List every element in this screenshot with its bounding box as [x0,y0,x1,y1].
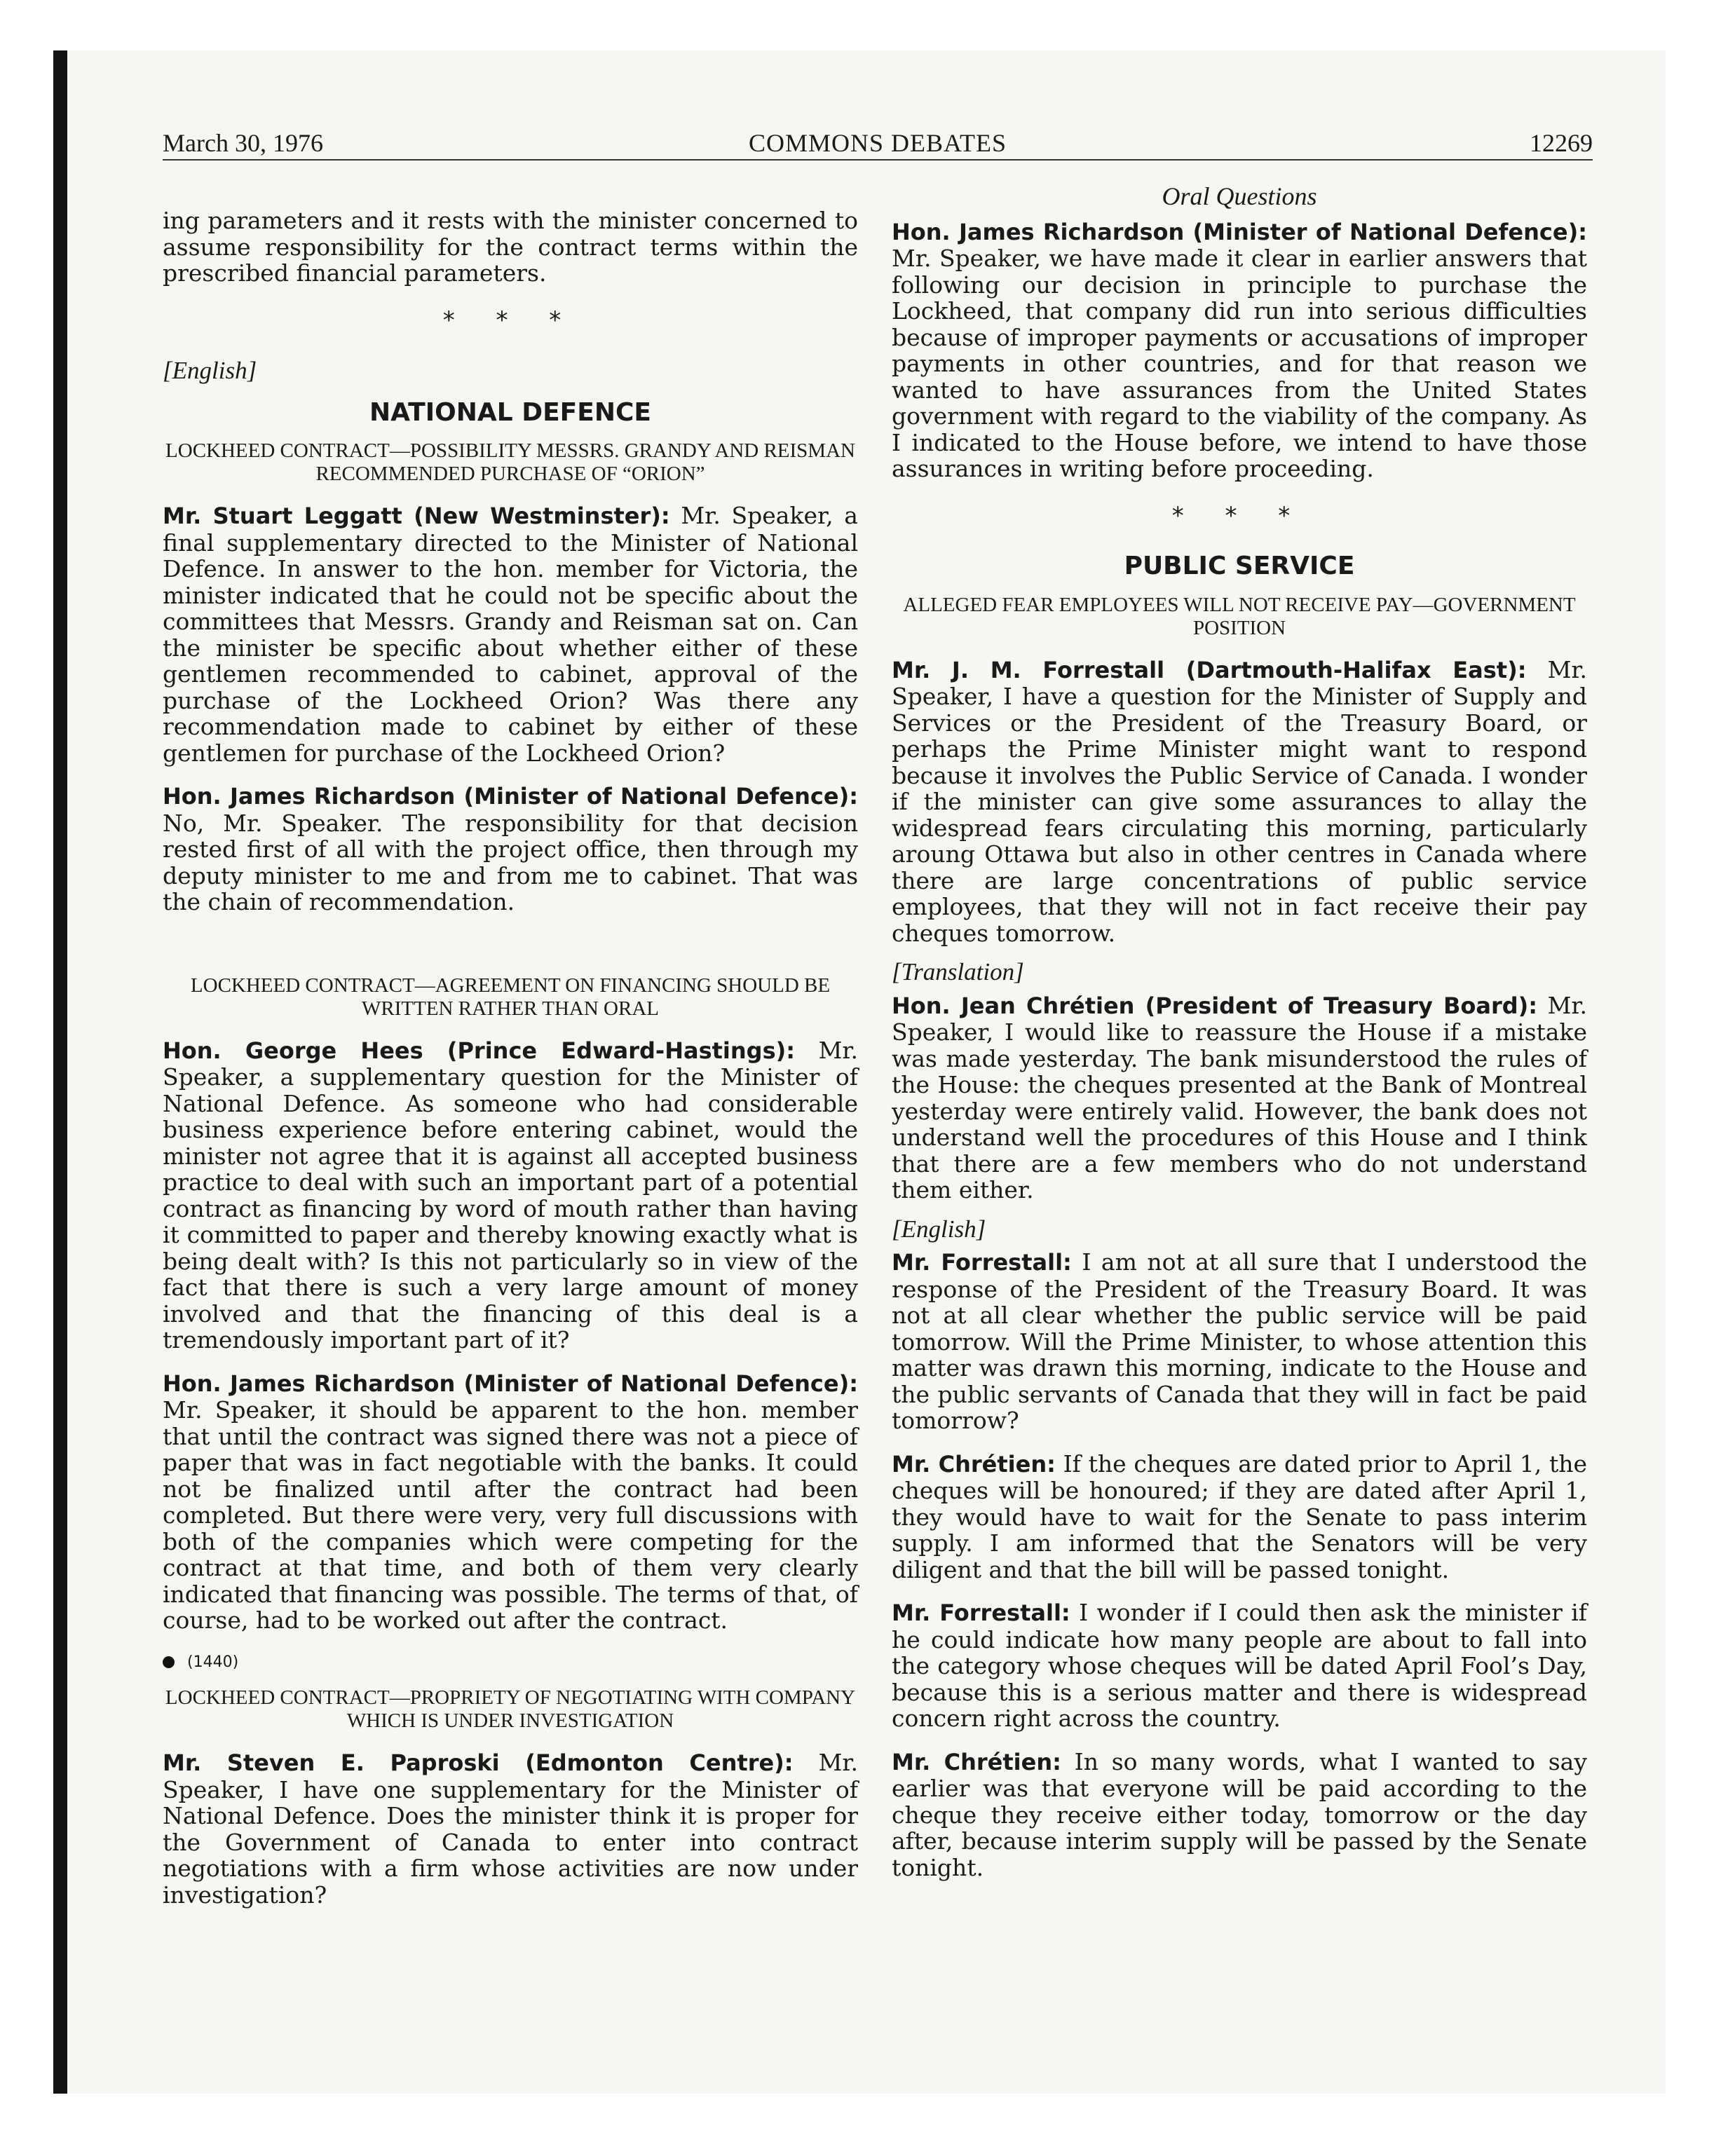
language-note: [English] [163,357,257,384]
speech [163,1749,858,1908]
speech-text: I wonder if I could then ask the minister if he could indicate how many people are about to fall into the category whose cheques will be dated April Fool’s Day, because this is a serious matter and there is widespread concern right across the country. [892,1599,1588,1732]
speaker-name: Hon. James Richardson (Minister of National Defence): [163,783,858,810]
left-column [163,207,858,1908]
section-divider: * * * [442,306,578,334]
speaker-name: Mr. Chrétien: [892,1450,1056,1478]
speech-text: Mr. Speaker, a supplementary question for the Minister of National Defence. As someone who had considerable business experience before entering cabinet, would the minister not agree that it is against all accepted business practice to deal with such an important part of a potential contract as financing by word of mouth rather than having it committed to paper and thereby knowing exactly what is being dealt with? Is this not particularly so in view of the fact that there is such a very large amount of money involved and that the financing of this deal is a tremendously important part of it? [163,1036,859,1353]
subheading: LOCKHEED CONTRACT—POSSIBILITY MESSRS. GRANDY AND REISMAN RECOMMENDED PURCHASE OF “ORION” [165,439,855,485]
section-divider: * * * [1171,501,1307,530]
speech [892,1599,1587,1732]
speaker-name: Mr. Forrestall: [892,1599,1070,1626]
speaker-name: Mr. J. M. Forrestall (Dartmouth-Halifax East): [892,656,1527,683]
subheading: LOCKHEED CONTRACT—PROPRIETY OF NEGOTIATING WITH COMPANY WHICH IS UNDER INVESTIGATION [165,1686,856,1732]
speech [892,219,1587,482]
language-note: [Translation] [892,958,1024,985]
speech [892,1249,1587,1434]
section-heading: NATIONAL DEFENCE [369,397,651,427]
header-date: March 30, 1976 [163,129,323,157]
speech-text: No, Mr. Speaker. The responsibility for that decision rested first of all with the project office, then through my deputy minister to me and from me to cabinet. That was the chain of recommendation. [163,809,858,915]
speaker-name: Mr. Steven E. Paproski (Edmonton Centre): [163,1749,794,1776]
speech [892,1749,1587,1881]
paragraph: ing parameters and it rests with the minister concerned to assume responsibility for the contract terms within the prescribed financial parameters. [163,207,858,287]
speaker-name: Hon. Jean Chrétien (President of Treasury Board): [892,992,1538,1019]
speech [892,657,1587,947]
running-head: Oral Questions [1162,182,1317,210]
speech-text: If the cheques are dated prior to April 1, the cheques will be honoured; if they are dated after April 1, they would have to wait for the Senate to pass interim supply. I am informed that the Senators will be very diligent and that the bill will be passed tonight. [892,1449,1587,1583]
page-header [163,128,1593,161]
speech-text: Mr. Speaker, it should be apparent to the hon. member that until the contract was signed there was not a piece of paper that was in fact negotiable with the banks. It could not be finalized until after the contract had been completed. But there were very, very full discussions with both of the companies which were competing for the contract at that time, and both of them very clearly indicated that financing was possible. The terms of that, of course, had to be worked out after the contract. [163,1396,858,1634]
speech-text: I am not at all sure that I understood the response of the President of the Treasury Board. It was not at all clear whether the public service will be paid tomorrow. Will the Prime Minister, to whose attention this matter was drawn this morning, indicate to the House and the public servants of Canada that they will in fact be paid tomorrow? [892,1248,1588,1434]
bullet-icon [163,1656,175,1668]
speech [892,1451,1587,1583]
speech [163,783,858,915]
speaker-name: Hon. George Hees (Prince Edward-Hastings): [163,1037,796,1064]
section-heading: PUBLIC SERVICE [1124,552,1355,580]
subheading: ALLEGED FEAR EMPLOYEES WILL NOT RECEIVE PAY—GOVERNMENT POSITION [903,593,1576,639]
speech [892,992,1587,1203]
speech-text: Mr. Speaker, we have made it clear in earlier answers that following our decision in principle to purchase the Lockheed, that company did run into serious difficulties because of improper payments or accusations of improper payments in other countries, and for that reason we wanted to have assurances from the United States government with regard to the viability of the company. As I indicated to the House before, we intend to have those assurances in writing before proceeding. [892,245,1587,482]
speaker-name: Mr. Chrétien: [892,1748,1061,1775]
speech-text: In so many words, what I wanted to say earlier was that everyone will be paid according to the cheque they receive either today, tomorrow or the day after, because interim supply will be passed by the Senate tonight. [892,1747,1587,1881]
subheading: LOCKHEED CONTRACT—AGREEMENT ON FINANCING SHOULD BE WRITTEN RATHER THAN ORAL [190,974,831,1020]
timestamp-text: (1440) [187,1653,239,1671]
speaker-name: Hon. James Richardson (Minister of National Defence): [163,1370,858,1397]
speech [163,1037,858,1353]
speaker-name: Hon. James Richardson (Minister of National Defence): [892,218,1587,245]
page-number: 12269 [1530,129,1593,157]
speaker-name: Mr. Stuart Leggatt (New Westminster): [163,503,670,529]
speech-text: Mr. Speaker, I would like to reassure the House if a mistake was made yesterday. The bank misunderstood the rules of the House: the cheques presented at the Bank of Montreal yesterday were entirely valid. However, the bank does not understand well the procedures of this House and I think that there are a few members who do not understand them either. [892,991,1588,1203]
binding-edge [53,50,67,2094]
right-column [892,184,1587,1881]
header-title: COMMONS DEBATES [748,129,1007,157]
speech [163,1370,858,1634]
timestamp [163,1649,858,1676]
speech-text: Mr. Speaker, I have a question for the Minister of Supply and Services or the President of the Treasury Board, or perhaps the Prime Minister might want to respond because it involves the Public Service of Canada. I wonder if the minister can give some assurances to allay the widespread fears circulating this morning, particularly aroung Ottawa but also in other centres in Canada where there are large concentrations of public service employees, that they will not in fact receive their pay cheques tomorrow. [892,655,1587,947]
speaker-name: Mr. Forrestall: [892,1249,1072,1276]
speech [163,503,858,766]
language-note: [English] [892,1215,986,1243]
speech-text: Mr. Speaker, I have one supplementary for the Minister of National Defence. Does the minister think it is proper for the Government of Canada to enter into contract negotiations with a firm whose activities are now under investigation? [163,1749,859,1909]
speech-text: Mr. Speaker, a final supplementary directed to the Minister of National Defence. In answer to the hon. member for Victoria, the minister indicated that he could not be specific about the committees that Messrs. Grandy and Reisman sat on. Can the minister be specific about whether either of these gentlemen recommended to cabinet, approval of the purchase of the Lockheed Orion? Was there any recommendation made to cabinet by either of these gentlemen for purchase of the Lockheed Orion? [163,502,858,767]
